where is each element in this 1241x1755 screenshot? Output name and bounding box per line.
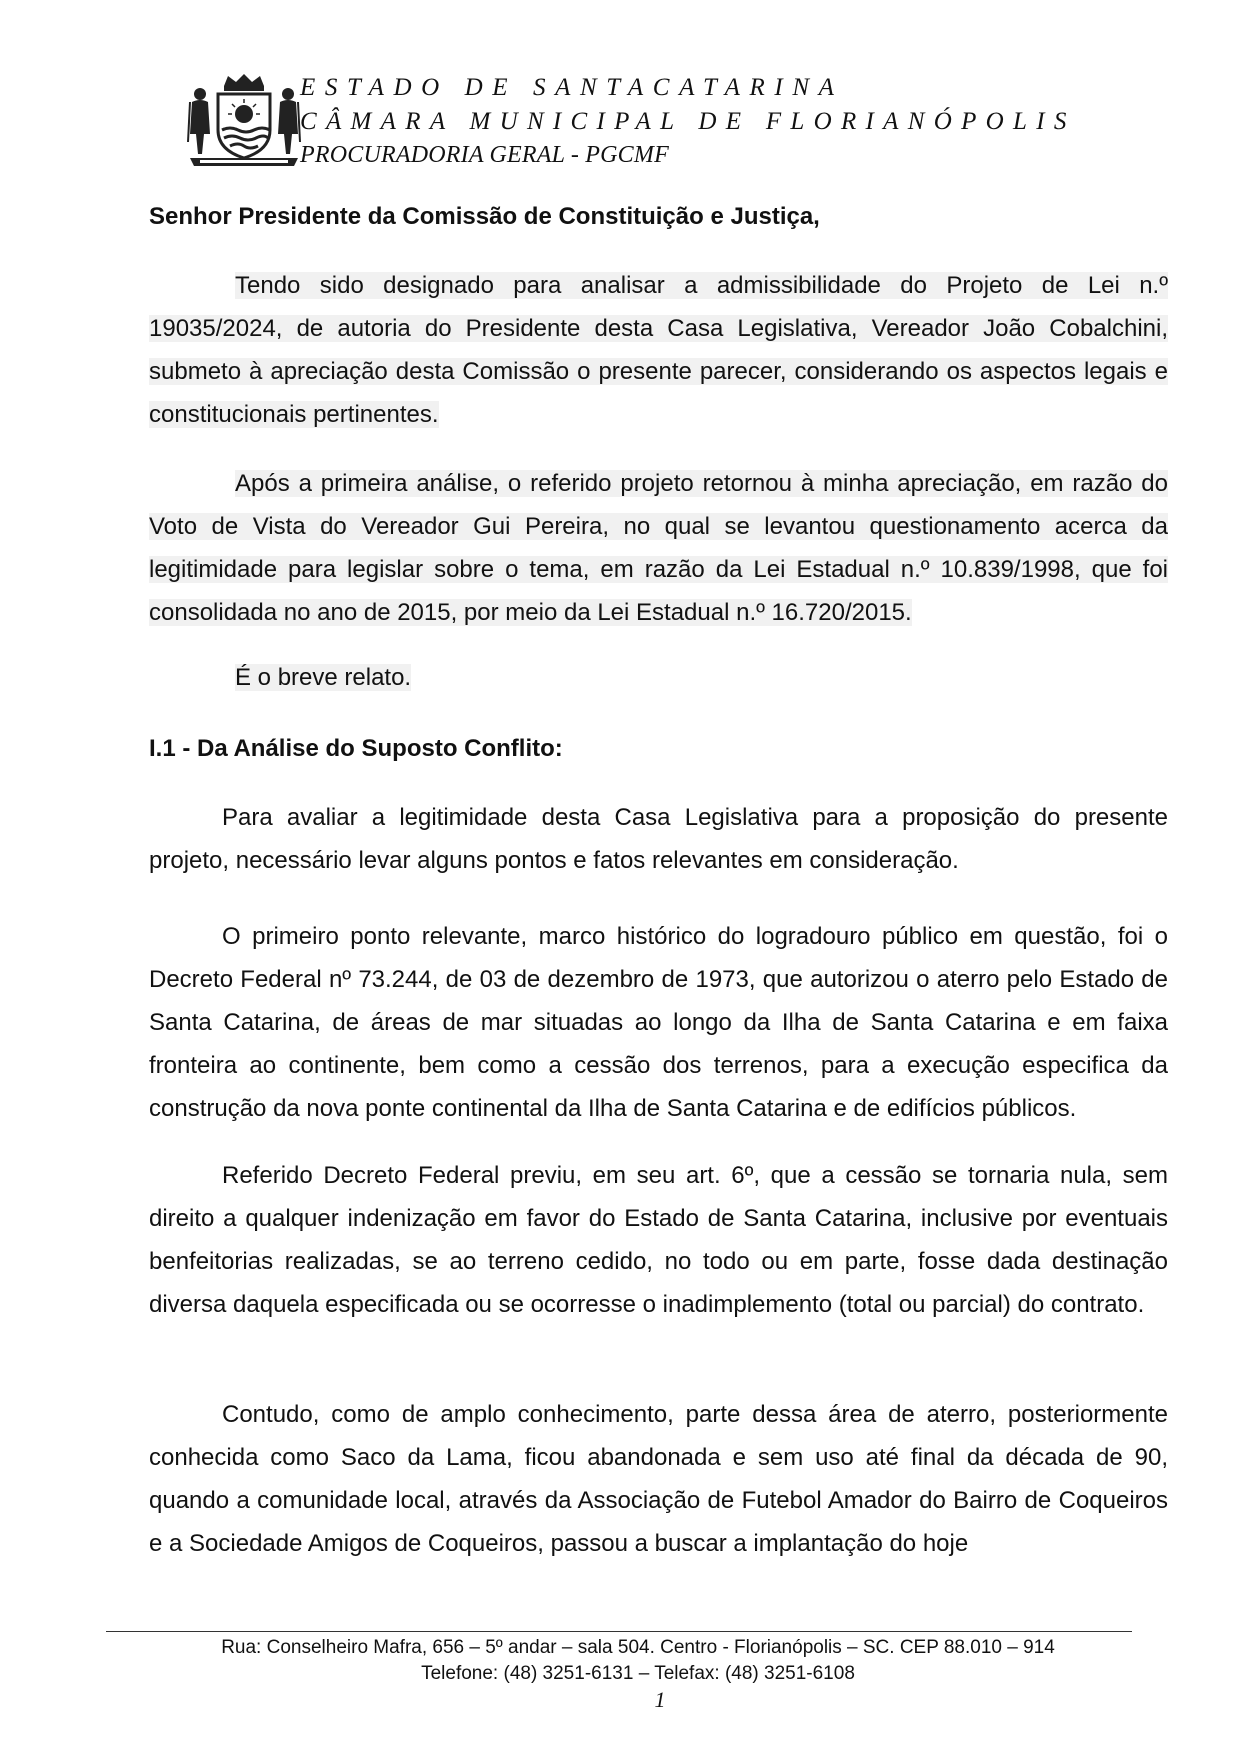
header-state-name: ESTADO DE SANTACATARINA	[300, 74, 844, 101]
paragraph-text: Após a primeira análise, o referido projeto retornou à minha apreciação, em razão do Voto de Vista do Vereador Gui Pereira, no qual se levantou questionamento acerca da legitimidade para legislar sobre o tema, em razão da Lei Estadual n.º 10.839/1998, que foi consolidada no ano de 2015, por meio da Lei Estadual n.º 16.720/2015.	[149, 470, 1168, 626]
footer-address: Rua: Conselheiro Mafra, 656 – 5º andar – sala 504. Centro - Florianópolis – SC. CEP 88.010 – 914	[221, 1637, 1055, 1658]
footer-divider	[106, 1631, 1132, 1632]
paragraph-text: Tendo sido designado para analisar a admissibilidade do Projeto de Lei n.º 19035/2024, de autoria do Presidente desta Casa Legislativa, Vereador João Cobalchini, submeto à apreciação desta Comissão o presente parecer, considerando os aspectos legais e constitucionais pertinentes.	[149, 272, 1168, 428]
salutation: Senhor Presidente da Comissão de Constituição e Justiça,	[149, 203, 820, 230]
paragraph	[149, 660, 1168, 696]
paragraph: O primeiro ponto relevante, marco histórico do logradouro público em questão, foi o Decreto Federal nº 73.244, de 03 de dezembro de 1973, que autorizou o aterro pelo Estado de Santa Catarina, de áreas de mar situadas ao longo da Ilha de Santa Catarina e em faixa fronteira ao continente, bem como a cessão dos terrenos, para a execução especifica da construção da nova ponte continental da Ilha de Santa Catarina e de edifícios públicos.	[149, 923, 1168, 1122]
paragraph	[149, 264, 1168, 436]
header-chamber-name: CÂMARA MUNICIPAL DE FLORIANÓPOLIS	[300, 108, 1076, 135]
paragraph: Para avaliar a legitimidade desta Casa Legislativa para a proposição do presente projeto, necessário levar alguns pontos e fatos relevantes em consideração.	[149, 804, 1168, 874]
footer-phones: Telefone: (48) 3251-6131 – Telefax: (48) 3251-6108	[421, 1663, 855, 1684]
paragraph: Contudo, como de amplo conhecimento, parte dessa área de aterro, posteriormente conhecida como Saco da Lama, ficou abandonada e sem uso até final da década de 90, quando a comunidade local, através da Associação de Futebol Amador do Bairro de Coqueiros e a Sociedade Amigos de Coqueiros, passou a buscar a implantação do hoje	[149, 1401, 1168, 1557]
header-department-name: PROCURADORIA GERAL - PGCMF	[300, 142, 669, 168]
paragraph-text: É o breve relato.	[235, 664, 412, 691]
paragraph: Referido Decreto Federal previu, em seu art. 6º, que a cessão se tornaria nula, sem direito a qualquer indenização em favor do Estado de Santa Catarina, inclusive por eventuais benfeitorias realizadas, se ao terreno cedido, no todo ou em parte, fosse dada destinação diversa daquela especificada ou se ocorresse o inadimplemento (total ou parcial) do contrato.	[149, 1162, 1168, 1318]
section-heading: I.1 - Da Análise do Suposto Conflito:	[149, 735, 563, 762]
paragraph	[149, 462, 1168, 634]
municipal-coat-of-arms-icon	[186, 72, 302, 168]
page-number: 1	[654, 1687, 666, 1712]
